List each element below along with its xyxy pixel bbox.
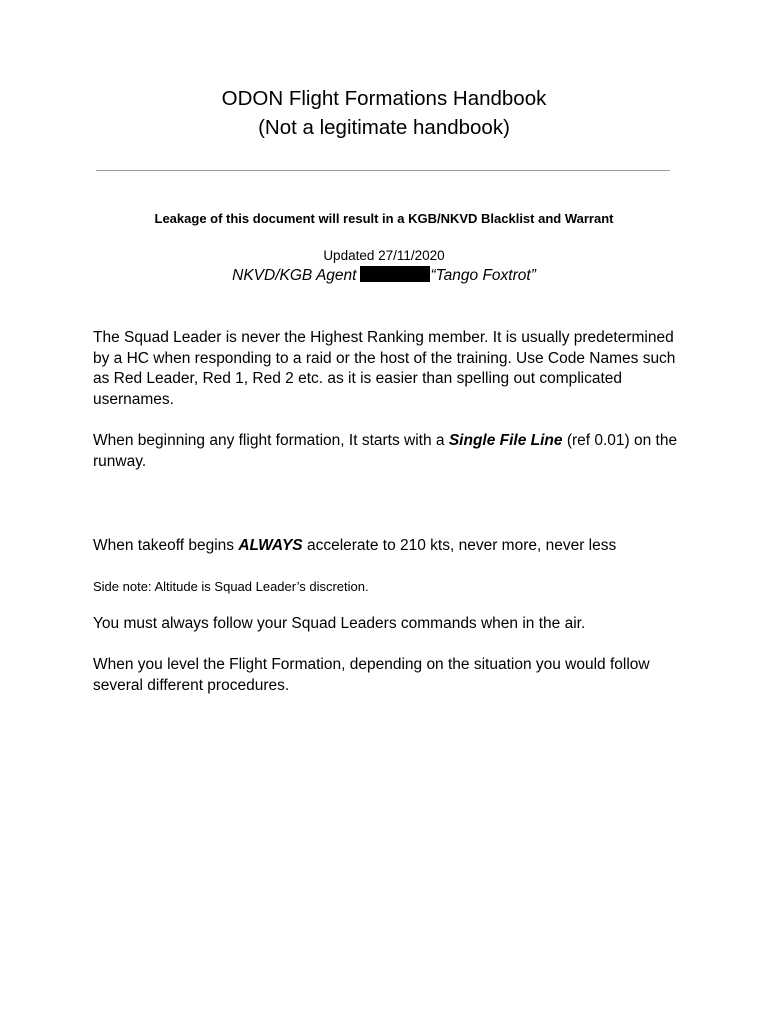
agent-line	[0, 266, 768, 286]
paragraph-commands: You must always follow your Squad Leaders commands when in the air.	[93, 615, 586, 632]
updated-date: Updated 27/11/2020	[323, 248, 445, 263]
p2-text-after: (ref 0.01) on the runway.	[93, 432, 678, 470]
p2-text-before: When beginning any flight formation, It starts with a	[93, 432, 449, 449]
redaction-bar	[360, 266, 430, 282]
p2-emphasis: Single File Line	[448, 432, 563, 449]
document-subtitle: (Not a legitimate handbook)	[258, 116, 510, 139]
document-title: ODON Flight Formations Handbook	[221, 87, 547, 110]
paragraph-procedures: When you level the Flight Formation, depending on the situation you would follow several different procedures.	[93, 656, 650, 694]
agent-codename: “Tango Foxtrot”	[430, 267, 536, 284]
agent-prefix: NKVD/KGB Agent	[232, 267, 357, 284]
paragraph-squad-leader: The Squad Leader is never the Highest Ranking member. It is usually predetermined by a HC when responding to a raid or the host of the training. Use Code Names such as Red Leader, Red 1, Red 2 etc. as it is easier than spelling out complicated usernames.	[93, 329, 676, 409]
leak-warning: Leakage of this document will result in a KGB/NKVD Blacklist and Warrant	[154, 211, 614, 226]
paragraph-single-file	[93, 431, 683, 472]
p3-emphasis: ALWAYS	[238, 537, 303, 554]
paragraph-takeoff	[93, 536, 683, 557]
horizontal-divider	[96, 170, 670, 171]
side-note: Side note: Altitude is Squad Leader’s discretion.	[93, 579, 369, 594]
p3-text-before: When takeoff begins	[93, 537, 239, 554]
p3-text-after: accelerate to 210 kts, never more, never less	[302, 537, 617, 554]
